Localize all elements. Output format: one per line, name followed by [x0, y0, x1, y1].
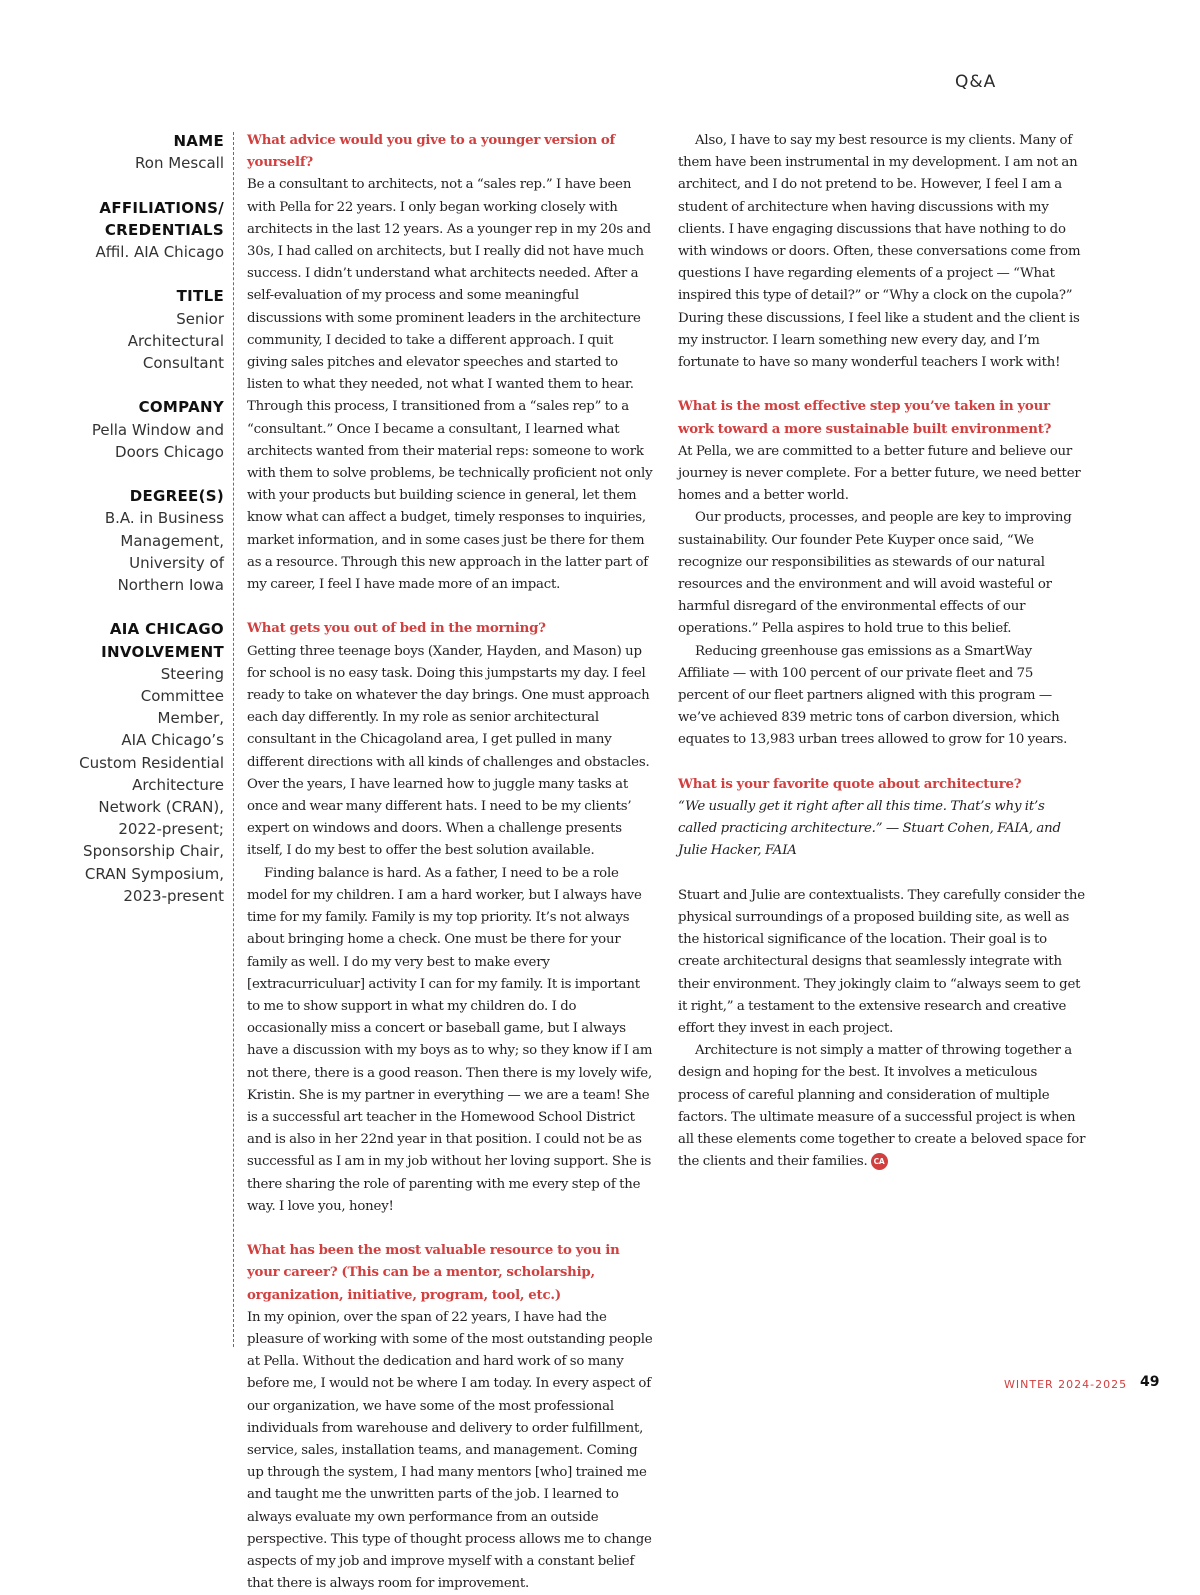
- pull-quote: “We usually get it right after all this time. That’s why it’s called practicing architecture.” — Stuart Cohen, FAIA, and Julie Hacker, FAIA: [678, 799, 1061, 859]
- profile-value: AIA Chicago’s: [121, 731, 224, 750]
- profile-value: Custom Residential: [79, 753, 224, 772]
- profile-value: University of: [129, 553, 224, 572]
- answer-paragraph: Be a consultant to architects, not a “sales rep.” I have been with Pella for 22 years. I only began working closely with architects in the last 12 years. As a younger rep in my 20s and 30s, I had called on architects, but I really did not have much success. I didn’t understand what architects needed. After a self-evaluation of my process and some meaningful discussions with some prominent leaders in the architecture community, I decided to take a different approach. I quit giving sales pitches and elevator speeches and started to listen to what they needed, not what I wanted them to hear. Through this process, I transitioned from a “sales rep” to a “consultant.” Once I became a consultant, I learned what architects wanted from their material reps: someone to work with them to solve problems, be technically proficient not only with your products but building science in general, let them know what can affect a budget, timely responses to inquiries, market information, and in some cases just be there for them as a resource. Through this new approach in the latter part of my career, I feel I have made more of an impact.: [247, 177, 653, 593]
- question-heading: What has been the most valuable resource to you in your career? (This can be a mentor, scholarship, organization, initiative, program, tool, etc.): [247, 1243, 620, 1303]
- profile-value: Pella Window and: [91, 420, 224, 439]
- profile-label: NAME: [173, 132, 224, 150]
- profile-value: Consultant: [142, 354, 224, 372]
- profile-value: Steering: [160, 664, 224, 683]
- profile-name: [40, 130, 224, 174]
- profile-value: Management,: [120, 531, 224, 550]
- ca-end-mark-icon: CA: [871, 1153, 888, 1170]
- profile-value: Ron Mescall: [135, 154, 224, 173]
- profile-label: TITLE: [176, 287, 224, 306]
- profile-value: CRAN Symposium,: [84, 864, 224, 883]
- profile-value: Member,: [157, 709, 224, 728]
- article-column-right: [678, 130, 1086, 1174]
- answer-paragraph: [678, 1040, 1086, 1173]
- profile-value: Architecture: [132, 775, 224, 794]
- profile-company: [40, 396, 224, 463]
- profile-label: AIA CHICAGO INVOLVEMENT: [101, 620, 224, 661]
- profile-sidebar: [40, 130, 224, 929]
- profile-value: Senior: [176, 309, 224, 328]
- profile-value: 2022-present;: [118, 820, 224, 839]
- profile-degrees: [40, 485, 224, 596]
- profile-label: COMPANY: [138, 398, 224, 417]
- profile-value: Committee: [140, 687, 224, 705]
- profile-value: Northern Iowa: [117, 576, 224, 594]
- profile-value: Architectural: [127, 331, 224, 350]
- profile-value: Network (CRAN),: [98, 798, 224, 817]
- profile-value: Affil. AIA Chicago: [95, 243, 224, 261]
- question-heading: What is the most effective step you’ve taken in your work toward a more sustainable built environment?: [678, 399, 1052, 437]
- profile-affiliations: [40, 197, 224, 264]
- answer-text: Architecture is not simply a matter of throwing together a design and hoping for the best. It involves a meticulous process of careful planning and consideration of multiple factors. The ultimate measure of a successful project is when all these elements come together to create a beloved space for the clients and their families.: [678, 1043, 1086, 1170]
- answer-paragraph: Getting three teenage boys (Xander, Hayden, and Mason) up for school is no easy task. Doing this jumpstarts my day. I feel ready to take on whatever the day brings. One must approach each day differently. In my role as senior architectural consultant in the Chicagoland area, I get pulled in many different directions with all kinds of challenges and obstacles. Over the years, I have learned how to juggle many tasks at once and wear many different hats. I need to be my clients’ expert on windows and doors. When a challenge presents itself, I do my best to offer the best solution available.: [247, 643, 650, 859]
- question-heading: What advice would you give to a younger version of yourself?: [247, 133, 616, 171]
- answer-paragraph: Our products, processes, and people are key to improving sustainability. Our founder Pete Kuyper once said, “We recognize our responsibilities as stewards of our natural resources and the environment and will avoid wasteful or harmful disregard of the environmental effects of our operations.” Pella aspires to hold true to this belief.: [678, 510, 1072, 637]
- answer-paragraph: Reducing greenhouse gas emissions as a SmartWay Affiliate — with 100 percent of our private fleet and 75 percent of our fleet partners aligned with this program — we’ve achieved 839 metric tons of carbon diversion, which equates to 13,983 urban trees allowed to grow for 10 years.: [678, 643, 1068, 748]
- profile-title: [40, 285, 224, 374]
- answer-paragraph: Stuart and Julie are contextualists. They carefully consider the physical surroundings of a proposed building site, as well as the historical significance of the location. Their goal is to create architectural designs that seamlessly integrate with their environment. They jokingly claim to “always seem to get it right,” a testament to the extensive research and creative effort they invest in each project.: [678, 887, 1085, 1037]
- question-heading: What gets you out of bed in the morning?: [247, 621, 546, 637]
- profile-value: 2023-present: [123, 886, 224, 905]
- article-column-left: [247, 130, 655, 1595]
- profile-value: Doors Chicago: [115, 442, 224, 461]
- profile-label: AFFILIATIONS/ CREDENTIALS: [99, 198, 224, 239]
- profile-label: DEGREE(S): [129, 487, 224, 506]
- issue-label: WINTER 2024-2025: [1004, 1378, 1128, 1391]
- profile-value: B.A. in Business: [104, 509, 224, 528]
- answer-paragraph: In my opinion, over the span of 22 years, I have had the pleasure of working with some of the most outstanding people at Pella. Without the dedication and hard work of so many before me, I would not be where I am today. In every aspect of our organization, we have some of the most professional individuals from warehouse and delivery to order fulfillment, service, sales, installation teams, and management. Coming up through the system, I had many mentors [who] trained me and taught me the unwritten parts of the job. I learned to always evaluate my own performance from an outside perspective. This type of thought process allows me to change aspects of my job and improve myself with a constant belief that there is always room for improvement.: [247, 1309, 653, 1592]
- section-tag: Q&A: [955, 72, 997, 92]
- profile-involvement: [40, 618, 224, 907]
- page-number: 49: [1140, 1374, 1160, 1390]
- answer-paragraph: Finding balance is hard. As a father, I need to be a role model for my children. I am a hard worker, but I always have time for my family. Family is my top priority. It’s not always about bringing home a check. One must be there for your family as well. I do my very best to make every [extracurriculuar] activity I can for my family. It is important to me to show support in what my children do. I do occasionally miss a concert or baseball game, but I always have a discussion with my boys as to why; so they know if I am not there, there is a good reason. Then there is my lovely wife, Kristin. She is my partner in everything — we are a team! She is a successful art teacher in the Homewood School District and is also in her 22nd year in that position. I could not be as successful as I am in my job without her loving support. She is there sharing the role of parenting with me every step of the way. I love you, honey!: [247, 865, 653, 1214]
- answer-paragraph: At Pella, we are committed to a better future and believe our journey is never complete. For a better future, we need better homes and a better world.: [678, 443, 1081, 504]
- answer-paragraph: Also, I have to say my best resource is my clients. Many of them have been instrumental in my development. I am not an architect, and I do not pretend to be. However, I feel I am a student of architecture when having discussions with my clients. I have engaging discussions that have nothing to do with windows or doors. Often, these conversations come from questions I have regarding elements of a project — “What inspired this type of detail?” or “Why a clock on the cupola?” During these discussions, I feel like a student and the client is my instructor. I learn something new every day, and I’m fortunate to have so many wonderful teachers I work with!: [678, 133, 1081, 371]
- dashed-divider: [233, 132, 234, 1347]
- question-heading: What is your favorite quote about architecture?: [678, 776, 1022, 792]
- profile-value: Sponsorship Chair,: [83, 842, 224, 861]
